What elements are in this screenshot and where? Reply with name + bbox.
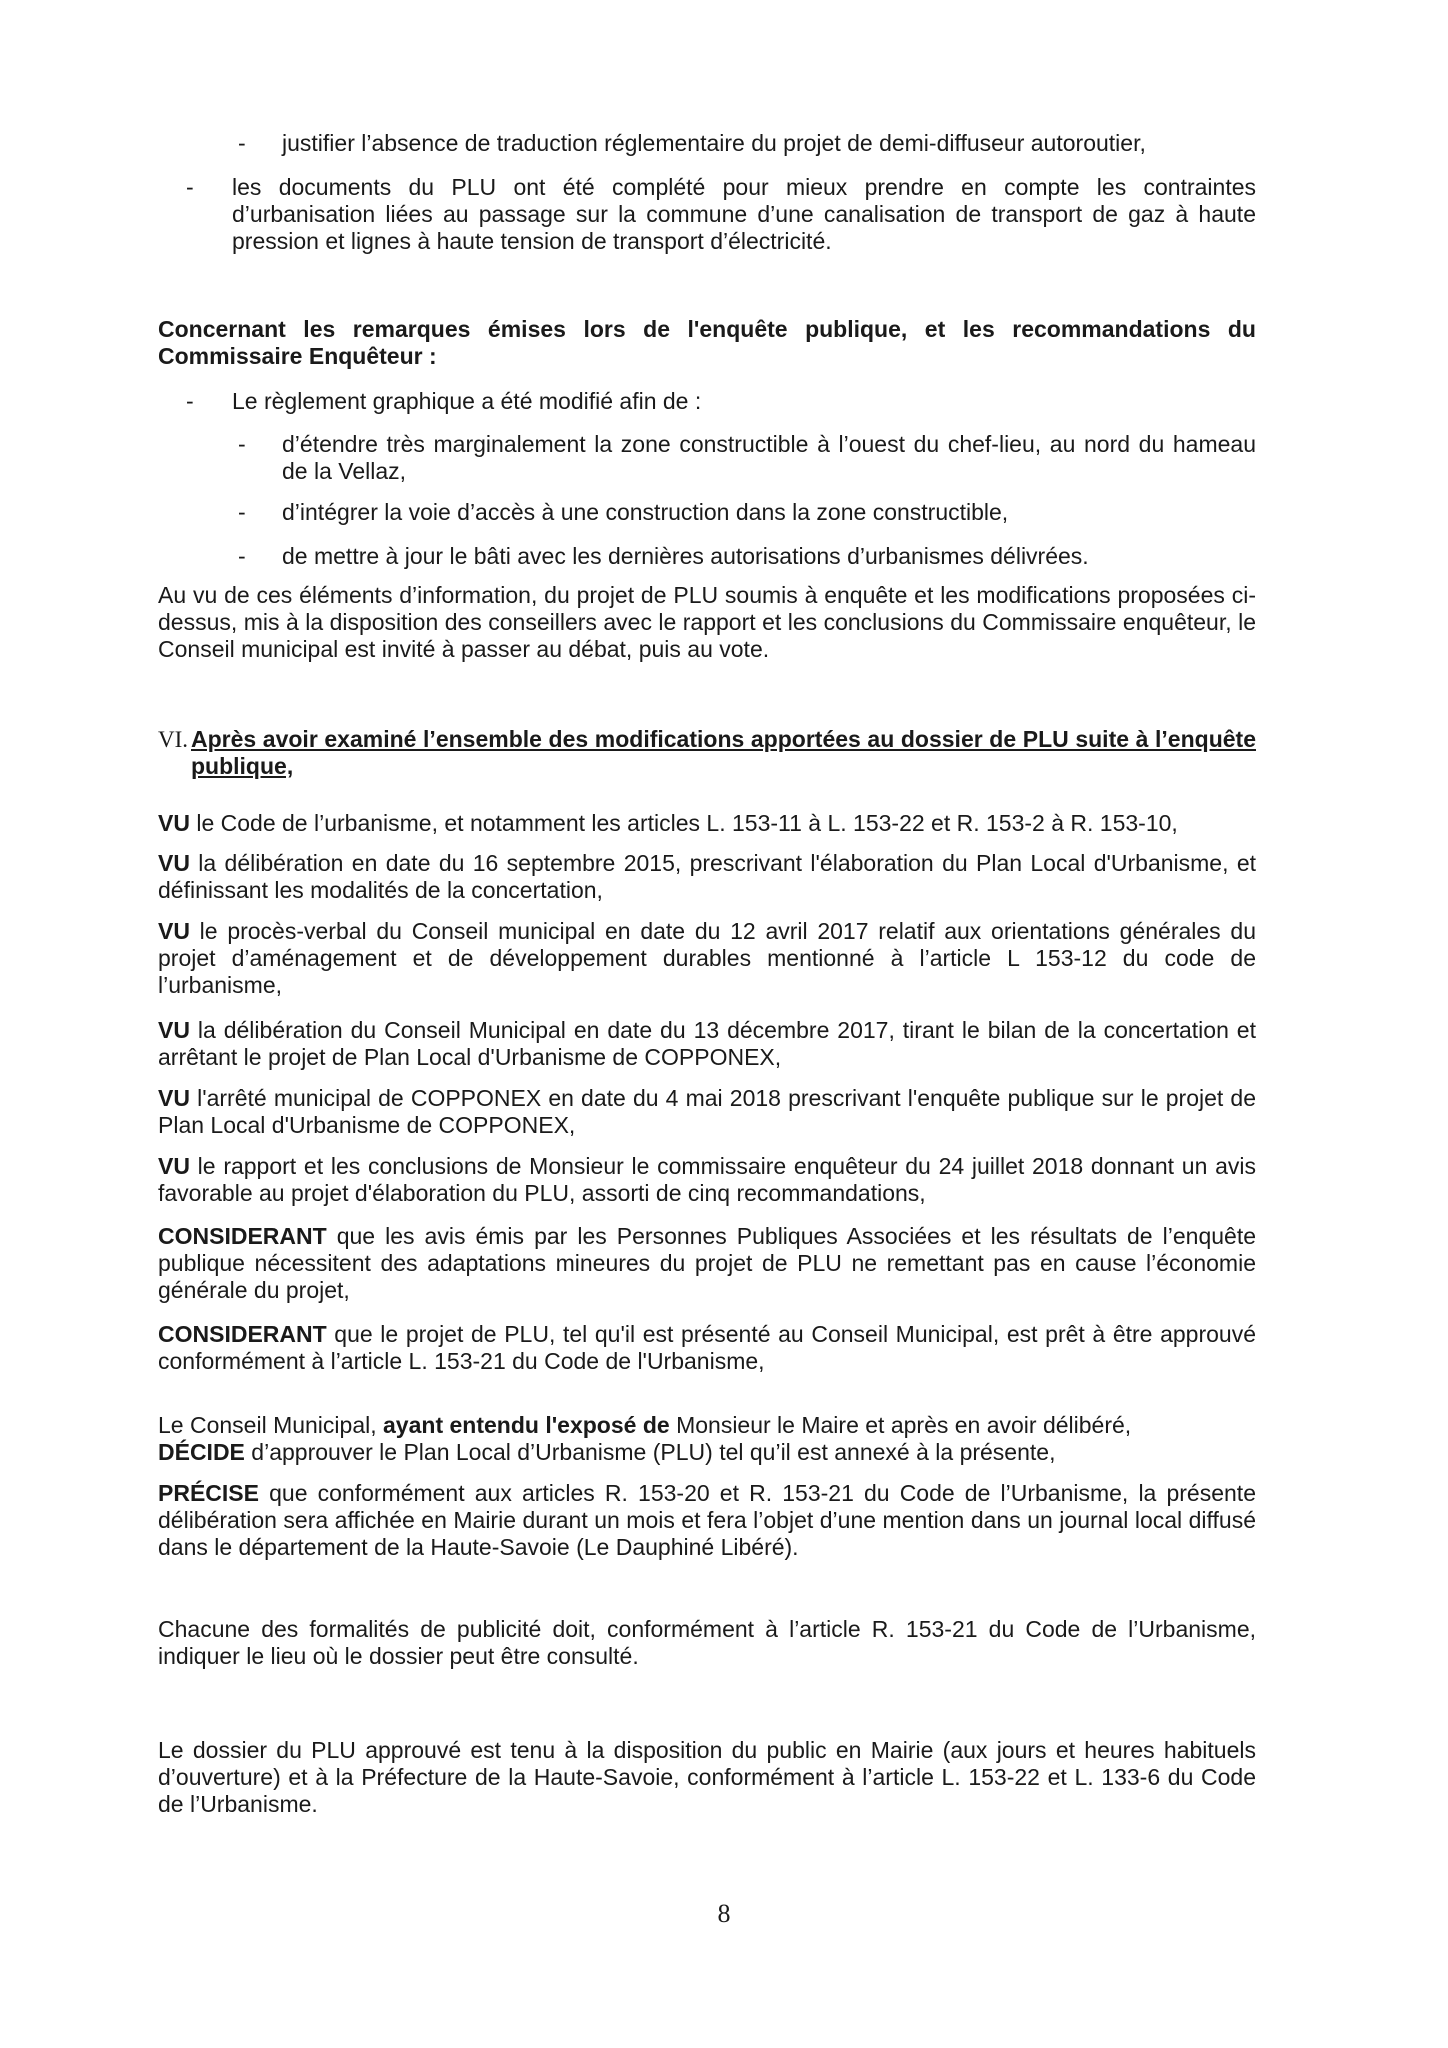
vu-text: la délibération du Conseil Municipal en date du 13 décembre 2017, tirant le bilan de la concertation et arrêtant le projet de Plan Local d'Urbanisme de COPPONEX, (158, 1017, 1256, 1070)
bullet-dash: - (186, 174, 194, 200)
bullet-item: Le règlement graphique a été modifié afin de : (232, 388, 702, 414)
considerant-item (158, 1321, 1256, 1375)
section-title: Après avoir examiné l’ensemble des modifications apportées au dossier de PLU suite à l’enquête publique, (191, 726, 1256, 779)
sub-bullet-item: d’intégrer la voie d’accès à une construction dans la zone constructible, (282, 499, 1009, 525)
sub-bullet-dash: - (238, 431, 246, 457)
considerant-text: que le projet de PLU, tel qu'il est présenté au Conseil Municipal, est prêt à être approuvé conformément à l’article L. 153-21 du Code de l'Urbanisme, (158, 1321, 1256, 1374)
considerant-text: que les avis émis par les Personnes Publiques Associées et les résultats de l’enquête publique nécessitent des adaptations mineures du projet de PLU ne remettant pas en cause l’économie générale du projet, (158, 1223, 1256, 1303)
bullet-item: les documents du PLU ont été complété pour mieux prendre en compte les contraintes d’urbanisation liées au passage sur la commune d’une canalisation de transport de gaz à haute pression et lignes à haute tension de transport d’électricité. (232, 174, 1256, 254)
vu-item (158, 918, 1256, 999)
decision-pre: Le Conseil Municipal, (158, 1412, 384, 1438)
sub-bullet-item: d’étendre très marginalement la zone constructible à l’ouest du chef-lieu, au nord du hameau de la Vellaz, (282, 431, 1256, 484)
precise-paragraph (158, 1480, 1256, 1561)
vu-item (158, 850, 1256, 904)
vu-item (158, 810, 1256, 837)
bullet-item: justifier l’absence de traduction réglementaire du projet de demi-diffuseur autoroutier, (282, 130, 1146, 156)
section-vi-heading (158, 726, 1256, 780)
bullet-dash: - (238, 130, 246, 156)
decision-bold: ayant entendu l'exposé de (383, 1412, 670, 1438)
vu-text: le rapport et les conclusions de Monsieur le commissaire enquêteur du 24 juillet 2018 donnant un avis favorable au projet d'élaboration du PLU, assorti de cinq recommandations, (158, 1153, 1256, 1206)
vu-text: le procès-verbal du Conseil municipal en date du 12 avril 2017 relatif aux orientations générales du projet d’aménagement et de développement durables mentionné à l’article L 153-12 du code de l’urbanisme, (158, 918, 1256, 998)
vu-label: VU (158, 1017, 190, 1043)
vu-label: VU (158, 1085, 190, 1111)
vu-item (158, 1017, 1256, 1071)
decision-post: Monsieur le Maire et après en avoir délibéré, (669, 1412, 1132, 1438)
remarks-heading: Concernant les remarques émises lors de l'enquête publique, et les recommandations du Commissaire Enquêteur : (158, 316, 1256, 369)
vu-label: VU (158, 850, 190, 876)
vu-label: VU (158, 1153, 190, 1179)
vu-label: VU (158, 918, 190, 944)
decide-label: DÉCIDE (158, 1439, 245, 1465)
vu-text: le Code de l’urbanisme, et notamment les articles L. 153-11 à L. 153-22 et R. 153-2 à R. 153-10, (189, 810, 1178, 836)
decide-text: d’approuver le Plan Local d’Urbanisme (PLU) tel qu’il est annexé à la présente, (244, 1439, 1056, 1465)
vu-text: l'arrêté municipal de COPPONEX en date du 4 mai 2018 prescrivant l'enquête publique sur le projet de Plan Local d'Urbanisme de COPPONEX, (158, 1085, 1256, 1138)
considerant-label: CONSIDERANT (158, 1223, 327, 1249)
invite-paragraph: Au vu de ces éléments d’information, du projet de PLU soumis à enquête et les modifications proposées ci-dessus, mis à la disposition des conseillers avec le rapport et les conclusions du Commissaire enquêteur, le Conseil municipal est invité à passer au débat, puis au vote. (158, 582, 1256, 662)
vu-item (158, 1153, 1256, 1207)
page-number: 8 (717, 1899, 731, 1928)
vu-label: VU (158, 810, 190, 836)
sub-bullet-dash: - (238, 543, 246, 569)
formalites-paragraph: Chacune des formalités de publicité doit, conformément à l’article R. 153-21 du Code de l’Urbanisme, indiquer le lieu où le dossier peut être consulté. (158, 1616, 1256, 1669)
precise-label: PRÉCISE (158, 1480, 259, 1506)
vu-text: la délibération en date du 16 septembre 2015, prescrivant l'élaboration du Plan Local d'Urbanisme, et définissant les modalités de la concertation, (158, 850, 1256, 903)
decision-paragraph (158, 1412, 1256, 1466)
section-number: VI. (158, 727, 189, 752)
sub-bullet-dash: - (238, 499, 246, 525)
dossier-paragraph: Le dossier du PLU approuvé est tenu à la disposition du public en Mairie (aux jours et heures habituels d’ouverture) et à la Préfecture de la Haute-Savoie, conformément à l’article L. 153-22 et L. 133-6 du Code de l’Urbanisme. (158, 1737, 1256, 1817)
considerant-item (158, 1223, 1256, 1304)
considerant-label: CONSIDERANT (158, 1321, 327, 1347)
bullet-dash: - (186, 388, 194, 414)
vu-item (158, 1085, 1256, 1139)
sub-bullet-item: de mettre à jour le bâti avec les dernières autorisations d’urbanismes délivrées. (282, 543, 1089, 569)
precise-text: que conformément aux articles R. 153-20 et R. 153-21 du Code de l’Urbanisme, la présente délibération sera affichée en Mairie durant un mois et fera l’objet d’une mention dans un journal local diffusé dans le département de la Haute-Savoie (Le Dauphiné Libéré). (158, 1480, 1256, 1560)
